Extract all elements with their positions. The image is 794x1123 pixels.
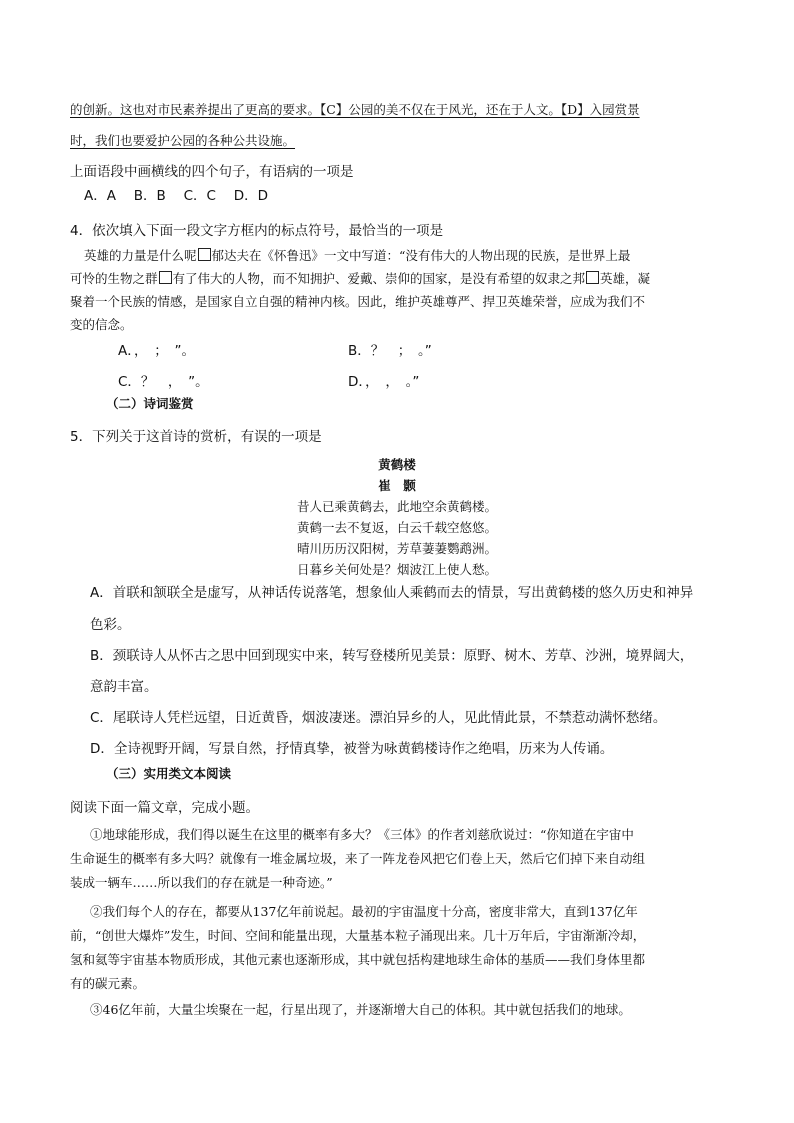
answer-options: A．A B．B C．C D．D	[84, 188, 269, 204]
passage-line: 变的信念。	[70, 317, 133, 332]
passage-line: 可怜的生物之群 有了伟大的人物，而不知拥护、爱戴、崇仰的国家，是没有希望的奴隶之邦 英雄，凝	[70, 271, 651, 286]
passage-line: ②我们每个人的存在，都要从137亿年前说起。最初的宇宙温度十分高，密度非常大，直到137亿年	[90, 904, 638, 919]
poem-author: 崔 颢	[378, 478, 416, 493]
passage-line: 有的碳元素。	[70, 976, 146, 991]
poem-title: 黄鹤楼	[378, 457, 416, 472]
poem-line: 昔人已乘黄鹤去，此地空余黄鹤楼。	[296, 499, 497, 514]
option-c: C．尾联诗人凭栏远望，日近黄昏，烟波凄迷。漂泊异乡的人，见此情此景，不禁惹动满怀愁绪。	[90, 710, 667, 726]
option-a-cont: 色彩。	[90, 617, 131, 633]
option-a: A．， ； ”。	[118, 343, 195, 359]
passage-line: 前，“创世大爆炸”发生，时间、空间和能量出现，大量基本粒子涌现出来。几十万年后，宇宙渐渐冷却，	[70, 928, 646, 943]
option-a: A．首联和颔联全是虚写，从神话传说落笔，想象仙人乘鹤而去的情景，写出黄鹤楼的悠久历史和神异	[90, 585, 694, 601]
poem-line: 黄鹤一去不复返，白云千载空悠悠。	[296, 520, 497, 535]
passage-line: 氢和氦等宇宙基本物质形成，其他元素也逐渐形成，其中就包括构建地球生命体的基质——我们身体里都	[70, 952, 646, 967]
blank-box	[198, 248, 211, 261]
passage-line: ①地球能形成，我们得以诞生在这里的概率有多大？《三体》的作者刘慈欣说过：“你知道在宇宙中	[90, 827, 634, 842]
question-stem: 5．下列关于这首诗的赏析，有误的一项是	[70, 429, 322, 445]
option-c: C．？ ， ”。	[118, 374, 209, 390]
section-heading: （三）实用类文本阅读	[106, 766, 232, 781]
option-b: B．？ ； 。”	[348, 343, 432, 359]
section-heading: （二）诗词鉴赏	[106, 396, 194, 411]
passage-line: 装成一辆车……所以我们的存在就是一种奇迹。”	[70, 875, 333, 890]
poem-line: 晴川历历汉阳树，芳草萋萋鹦鹉洲。	[296, 541, 497, 556]
question-stem: 4．依次填入下面一段文字方框内的标点符号，最恰当的一项是	[70, 223, 444, 239]
blank-box	[586, 271, 599, 284]
option-b-cont: 意韵丰富。	[90, 679, 158, 695]
blank-box	[159, 271, 172, 284]
passage-line: 聚着一个民族的情感，是国家自立自强的精神内核。因此，维护英雄尊严、捍卫英雄荣誉，应成为我们不	[70, 294, 646, 309]
passage-line: 的创新。这也对市民素养提出了更高的要求。【C】公园的美不仅在于风光，还在于人文。【D】入园赏景	[70, 102, 640, 117]
option-d: D．全诗视野开阔，写景自然，抒情真挚，被誉为咏黄鹤楼诗作之绝唱，历来为人传诵。	[90, 741, 614, 757]
passage-line: 时，我们也要爱护公园的各种公共设施。	[70, 133, 296, 148]
reading-instruction: 阅读下面一篇文章，完成小题。	[70, 800, 259, 816]
question-stem: 上面语段中画横线的四个句子，有语病的一项是	[70, 164, 354, 180]
passage-line: 生命诞生的概率有多大吗？就像有一堆金属垃圾，来了一阵龙卷风把它们卷上天，然后它们掉下来自动组	[70, 851, 646, 866]
poem-line: 日暮乡关何处是？烟波江上使人愁。	[296, 562, 497, 577]
passage-line: ③46亿年前，大量尘埃聚在一起，行星出现了，并逐渐增大自己的体积。其中就包括我们的地球。	[90, 1002, 631, 1017]
option-d: D．， ， 。”	[348, 374, 420, 390]
option-b: B．颈联诗人从怀古之思中回到现实中来，转写登楼所见美景：原野、树木、芳草、沙洲，境界阔大，	[90, 648, 694, 664]
passage-line: 英雄的力量是什么呢 郁达夫在《怀鲁迅》一文中写道：“没有伟大的人物出现的民族，是世界上最	[84, 248, 631, 263]
